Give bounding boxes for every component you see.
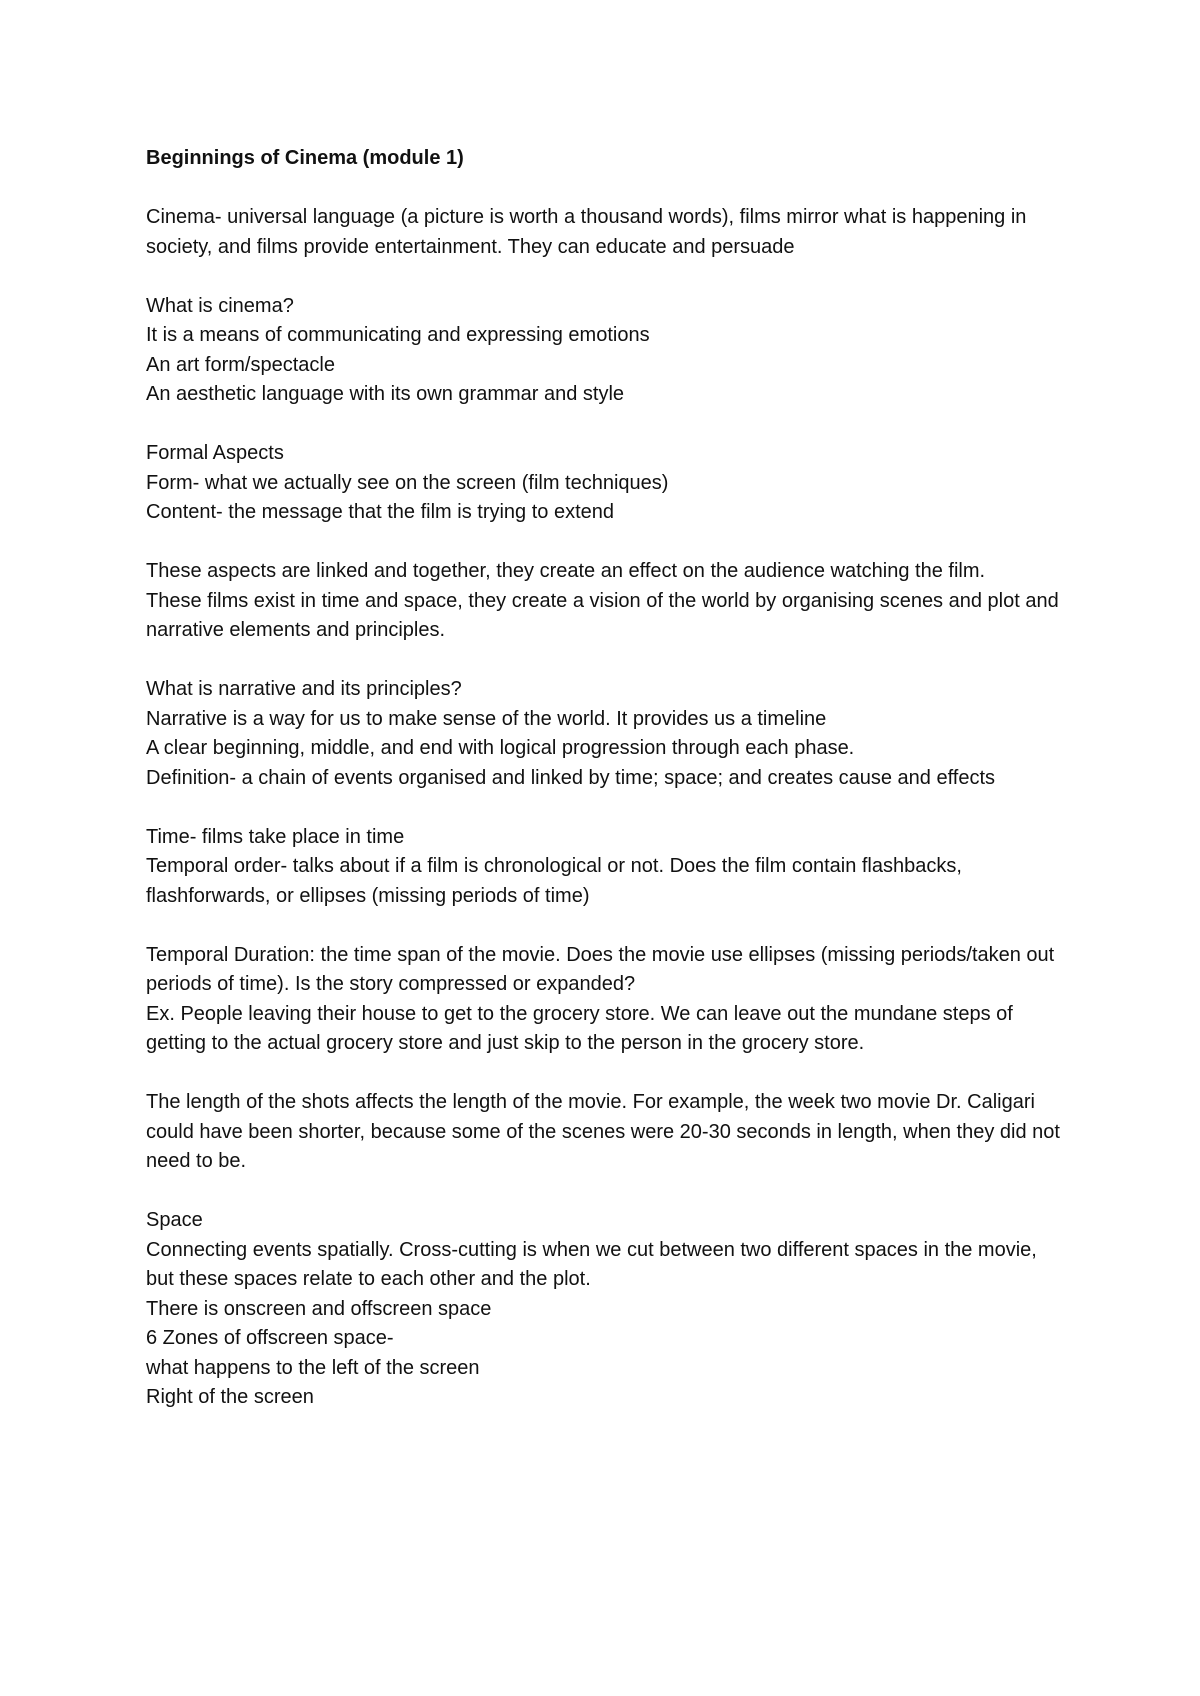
spacer	[146, 793, 1066, 823]
spacer	[146, 646, 1066, 676]
text-line: A clear beginning, middle, and end with logical progression through each phase.	[146, 737, 855, 759]
section-heading-formal-aspects: Formal Aspects	[146, 442, 284, 464]
text-paragraph: Definition- a chain of events organised and linked by time; space; and creates cause and effects	[146, 766, 996, 789]
text-line: Right of the screen	[146, 1386, 314, 1408]
text-line: Content- the message that the film is trying to extend	[146, 501, 615, 523]
spacer	[146, 174, 1066, 204]
text-paragraph: Connecting events spatially. Cross-cutting is when we cut between two different spaces in the movie, but these spaces relate to each other and the plot.	[146, 1238, 1037, 1290]
spacer	[146, 911, 1066, 941]
spacer	[146, 528, 1066, 558]
document-body	[146, 144, 1066, 1413]
spacer	[146, 1059, 1066, 1089]
document-title: Beginnings of Cinema (module 1)	[146, 147, 464, 169]
text-line: There is onscreen and offscreen space	[146, 1297, 492, 1320]
text-line: 6 Zones of offscreen space-	[146, 1327, 394, 1349]
text-paragraph: Ex. People leaving their house to get to the grocery store. We can leave out the mundane steps of getting to the actual grocery store and just skip to the person in the grocery store.	[146, 1002, 1013, 1054]
text-paragraph: These aspects are linked and together, they create an effect on the audience watching the film.	[146, 560, 986, 582]
text-line: Narrative is a way for us to make sense of the world. It provides us a timeline	[146, 707, 827, 730]
spacer	[146, 1177, 1066, 1207]
section-heading-space: Space	[146, 1209, 203, 1231]
text-paragraph: Temporal order- talks about if a film is chronological or not. Does the film contain flashbacks, flashforwards, or ellipses (missing periods of time)	[146, 855, 962, 907]
text-line: what happens to the left of the screen	[146, 1356, 480, 1379]
text-line: An aesthetic language with its own grammar and style	[146, 383, 625, 405]
section-heading-narrative: What is narrative and its principles?	[146, 678, 462, 700]
text-paragraph: The length of the shots affects the length of the movie. For example, the week two movie Dr. Caligari could have been shorter, because some of the scenes were 20-30 seconds in length, when they did not need to be.	[146, 1091, 1060, 1172]
text-line: An art form/spectacle	[146, 353, 335, 376]
spacer	[146, 410, 1066, 440]
section-heading-time: Time- films take place in time	[146, 825, 405, 848]
text-line: It is a means of communicating and expressing emotions	[146, 324, 650, 346]
text-line: Form- what we actually see on the screen (film techniques)	[146, 471, 669, 494]
intro-paragraph: Cinema- universal language (a picture is worth a thousand words), films mirror what is happening in society, and films provide entertainment. They can educate and persuade	[146, 206, 1027, 258]
spacer	[146, 262, 1066, 292]
section-heading-what-is-cinema: What is cinema?	[146, 294, 294, 317]
text-paragraph: These films exist in time and space, they create a vision of the world by organising scenes and plot and narrative elements and principles.	[146, 589, 1059, 641]
text-paragraph: Temporal Duration: the time span of the movie. Does the movie use ellipses (missing periods/taken out periods of time). Is the story compressed or expanded?	[146, 943, 1055, 995]
